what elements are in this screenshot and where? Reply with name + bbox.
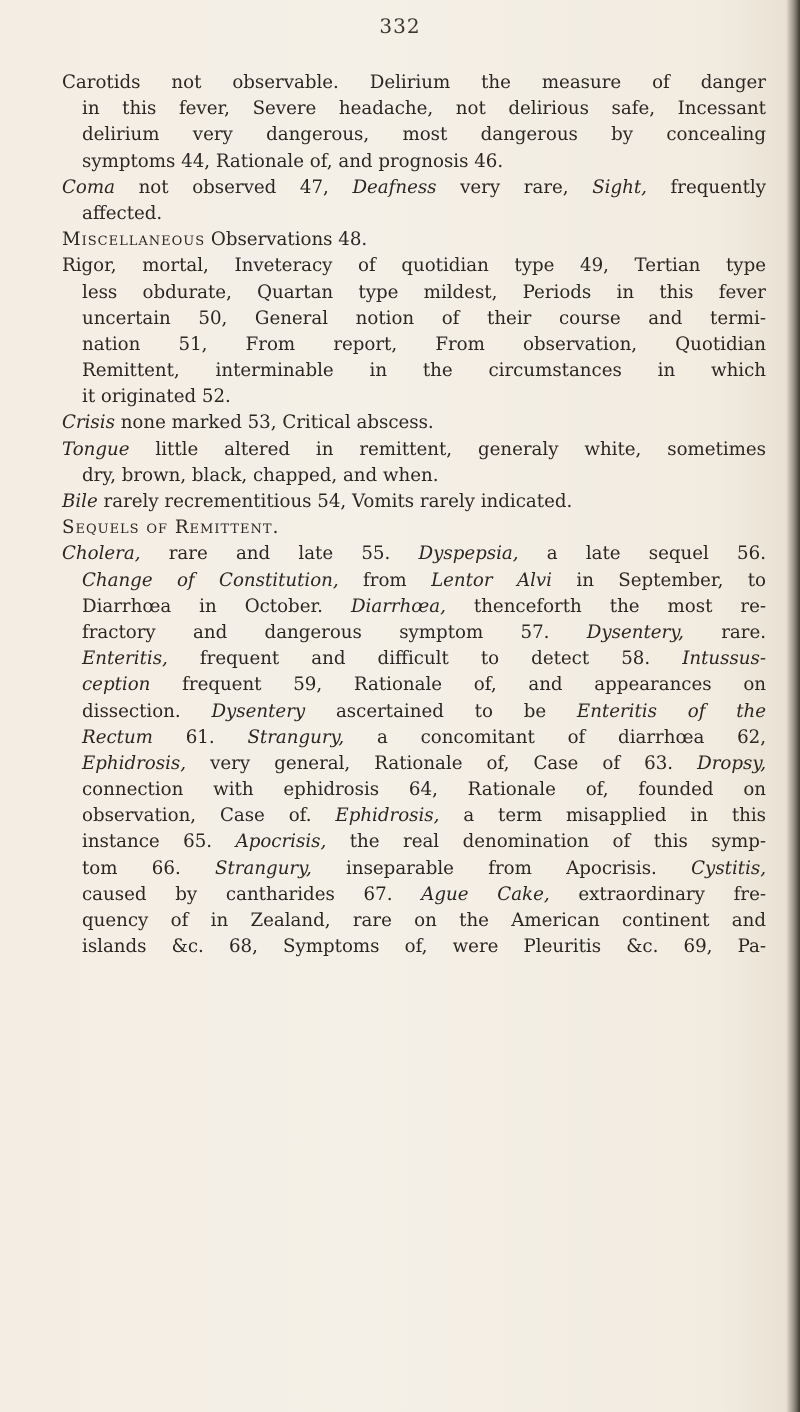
text-span: connection with ephidrosis 64, Rationale of, founded on: [82, 779, 766, 801]
italic-term: Change of Constitution,: [82, 569, 339, 591]
italic-term: Cystitis,: [691, 857, 767, 879]
italic-term: Strangury,: [247, 726, 345, 748]
text-span: not observed 47,: [114, 176, 353, 198]
text-line: [62, 489, 766, 515]
italic-term: Lentor Alvi: [431, 569, 552, 591]
text-span: quency of in Zealand, rare on the American continent and: [82, 910, 766, 931]
section-heading: Miscellaneous: [62, 229, 206, 251]
text-span: Diarrhœa in October.: [82, 595, 351, 617]
text-span: islands &c. 68, Symptoms of, were Pleuritis &c. 69, Pa-: [82, 936, 766, 958]
text-span: thenceforth the most re-: [445, 595, 766, 617]
text-span: extraordinary fre-: [549, 883, 766, 905]
italic-term: ception: [82, 674, 151, 696]
italic-term: Cholera,: [62, 543, 141, 565]
text-span: observation, Case of.: [82, 805, 336, 827]
text-span: frequently: [646, 176, 766, 198]
text-span: in this fever, Severe headache, not delirious safe, Incessant: [82, 98, 766, 120]
text-span: less obdurate, Quartan type mildest, Periods in this fever: [82, 281, 766, 303]
italic-term: Tongue: [62, 438, 130, 460]
text-line: [62, 568, 766, 594]
text-line: [62, 934, 766, 960]
text-span: it originated 52.: [82, 386, 231, 408]
text-span: inseparable from Apocrisis.: [311, 857, 692, 879]
text-span: a late sequel 56.: [518, 543, 766, 565]
text-span: uncertain 50, General notion of their course and termi-: [82, 307, 766, 329]
text-line: [62, 672, 766, 698]
italic-term: Enteritis,: [82, 648, 168, 670]
text-span: little altered in remittent, generaly white, sometimes: [129, 438, 766, 460]
italic-term: Enteritis of the: [576, 700, 767, 722]
text-line: [62, 829, 766, 855]
italic-term: Crisis: [62, 412, 115, 434]
page-number: 332: [379, 14, 421, 38]
page-edge-shadow: [786, 0, 800, 1412]
text-line: [62, 149, 766, 175]
text-span: Rigor, mortal, Inveteracy of quotidian type 49, Tertian type: [62, 255, 766, 277]
text-line: [62, 856, 766, 882]
italic-term: Sight,: [592, 176, 647, 198]
text-line: [62, 515, 766, 541]
text-span: rare and late 55.: [140, 543, 419, 565]
text-line: [62, 803, 766, 829]
text-line: [62, 620, 766, 646]
text-line: [62, 358, 766, 384]
text-line: [62, 777, 766, 803]
text-line: [62, 541, 766, 567]
italic-term: Dysentery: [211, 700, 306, 722]
text-span: ascertained to be: [305, 700, 577, 722]
text-span: a concomitant of diarrhœa 62,: [344, 726, 766, 748]
text-span: Remittent, interminable in the circumstances in which: [82, 360, 766, 382]
text-span: rarely recrementitious 54, Vomits rarely indicated.: [97, 491, 573, 512]
text-span: tom 66.: [82, 857, 216, 879]
text-line: [62, 463, 766, 489]
text-line: [62, 332, 766, 358]
text-span: nation 51, From report, From observation, Quotidian: [82, 333, 766, 355]
text-line: [62, 410, 766, 436]
text-span: fractory and dangerous symptom 57.: [82, 621, 587, 643]
text-span: instance 65.: [82, 831, 236, 853]
italic-term: Coma: [62, 176, 115, 198]
text-span: caused by cantharides 67.: [82, 883, 422, 905]
italic-term: Deafness: [352, 176, 437, 198]
text-line: [62, 96, 766, 122]
text-span: symptoms 44, Rationale of, and prognosis 46.: [82, 150, 504, 172]
text-span: very rare,: [436, 176, 593, 198]
text-line: [62, 594, 766, 620]
text-span: dry, brown, black, chapped, and when.: [82, 464, 439, 486]
text-line: [62, 437, 766, 463]
text-span: frequent and difficult to detect 58.: [167, 648, 683, 670]
italic-term: Apocrisis,: [235, 831, 327, 853]
italic-term: Rectum: [82, 726, 153, 748]
italic-term: Dyspepsia,: [418, 543, 519, 565]
text-span: Observations 48.: [205, 229, 368, 251]
text-line: [62, 122, 766, 148]
index-text-block: [62, 70, 766, 960]
text-span: none marked 53, Critical abscess.: [114, 412, 434, 434]
text-line: [62, 201, 766, 227]
italic-term: Bile: [62, 491, 98, 512]
italic-term: Dysentery,: [586, 621, 684, 643]
italic-term: Ephidrosis,: [335, 805, 440, 827]
text-span: Carotids not observable. Delirium the measure of danger: [62, 72, 766, 93]
section-heading: Sequels of Remittent.: [62, 517, 280, 539]
italic-term: Ephidrosis,: [82, 752, 187, 774]
text-line: [62, 306, 766, 332]
italic-term: Dropsy,: [697, 752, 766, 774]
text-span: the real denomination of this symp-: [326, 831, 766, 853]
text-span: frequent 59, Rationale of, and appearances on: [150, 674, 766, 696]
text-line: [62, 384, 766, 410]
text-line: [62, 646, 766, 672]
text-span: 61.: [152, 726, 248, 748]
text-line: [62, 280, 766, 306]
text-line: [62, 253, 766, 279]
text-span: delirium very dangerous, most dangerous by concealing: [82, 124, 766, 146]
text-span: in September, to: [552, 569, 766, 591]
text-span: a term misapplied in this: [439, 805, 767, 827]
text-line: [62, 227, 766, 253]
text-line: [62, 175, 766, 201]
italic-term: Intussus-: [682, 648, 766, 670]
italic-term: Strangury,: [215, 857, 312, 879]
text-line: [62, 882, 766, 908]
text-span: dissection.: [82, 700, 212, 722]
text-line: [62, 70, 766, 96]
italic-term: Ague Cake,: [421, 883, 550, 905]
italic-term: Diarrhœa,: [350, 595, 446, 617]
text-line: [62, 725, 766, 751]
text-span: very general, Rationale of, Case of 63.: [186, 752, 698, 774]
text-line: [62, 751, 766, 777]
text-span: rare.: [683, 621, 766, 643]
text-span: affected.: [82, 202, 163, 224]
text-line: [62, 699, 766, 725]
text-line: [62, 908, 766, 934]
text-span: from: [338, 569, 432, 591]
